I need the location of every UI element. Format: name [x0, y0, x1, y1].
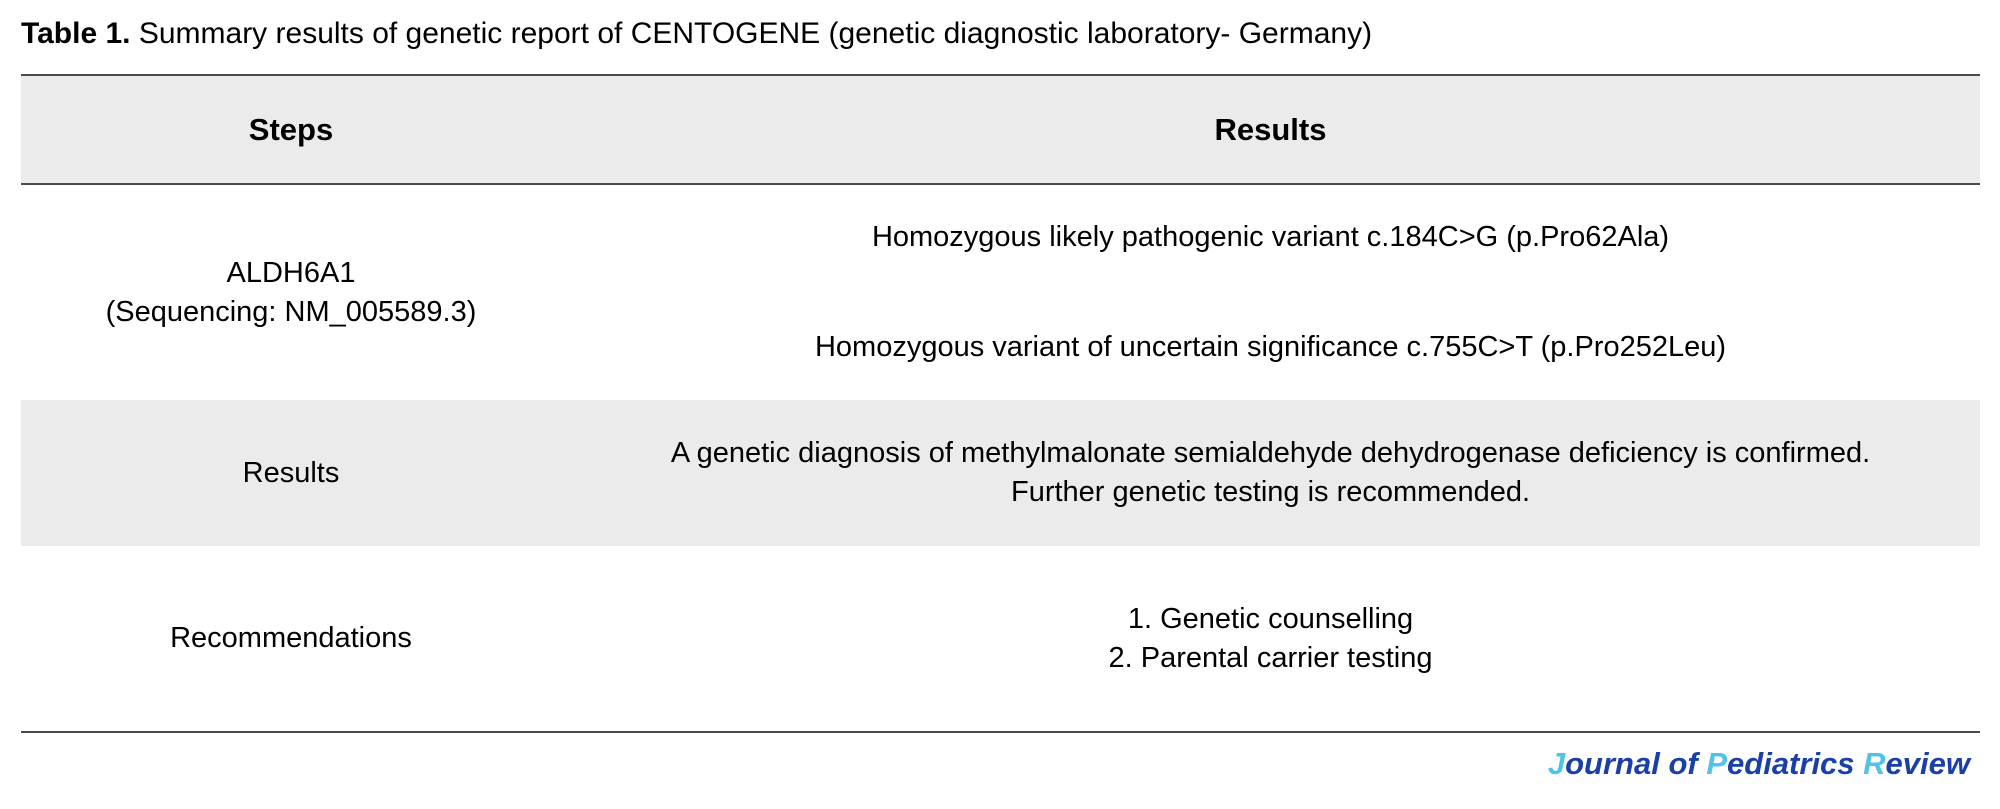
step-line: (Sequencing: NM_005589.3): [105, 295, 477, 328]
step-line: Results: [242, 456, 340, 489]
row-1-results-cell: [561, 185, 1980, 400]
table-bottom-rule: [21, 731, 1980, 733]
result-line: Further genetic testing is recommended.: [1010, 476, 1531, 508]
row-2-results-cell: [561, 400, 1980, 546]
result-line: A genetic diagnosis of methylmalonate semialdehyde dehydrogenase deficiency is confirmed.: [670, 437, 1871, 469]
step-line: Recommendations: [170, 622, 412, 654]
column-header-results: [561, 76, 1980, 183]
journal-word: ediatrics: [1727, 746, 1864, 781]
row-1-step-cell: [21, 185, 561, 400]
result-line: 1. Genetic counselling: [1127, 602, 1414, 635]
journal-letter: J: [1547, 746, 1566, 781]
journal-logo: [1548, 742, 1970, 786]
caption-text: Summary results of genetic report of CENTOGENE (genetic diagnostic laboratory- Germany): [138, 17, 1373, 50]
journal-word: ournal of: [1565, 746, 1707, 781]
row-3-step-cell: [21, 546, 561, 731]
step-line: ALDH6A1: [226, 256, 356, 289]
header-label: Steps: [248, 112, 334, 147]
row-3-results-cell: [561, 546, 1980, 731]
column-header-steps: [21, 76, 561, 183]
result-line: 2. Parental carrier testing: [1108, 641, 1433, 674]
caption-label: Table 1.: [21, 17, 131, 50]
journal-letter: P: [1706, 746, 1728, 781]
header-label: Results: [1214, 112, 1327, 147]
journal-word: eview: [1885, 746, 1970, 781]
row-2-step-cell: [21, 400, 561, 546]
journal-letter: R: [1863, 746, 1886, 781]
result-line: Homozygous likely pathogenic variant c.184C>G (p.Pro62Ala): [871, 221, 1670, 253]
result-line: Homozygous variant of uncertain significance c.755C>T (p.Pro252Leu): [814, 331, 1727, 363]
table-caption: [21, 12, 1981, 56]
